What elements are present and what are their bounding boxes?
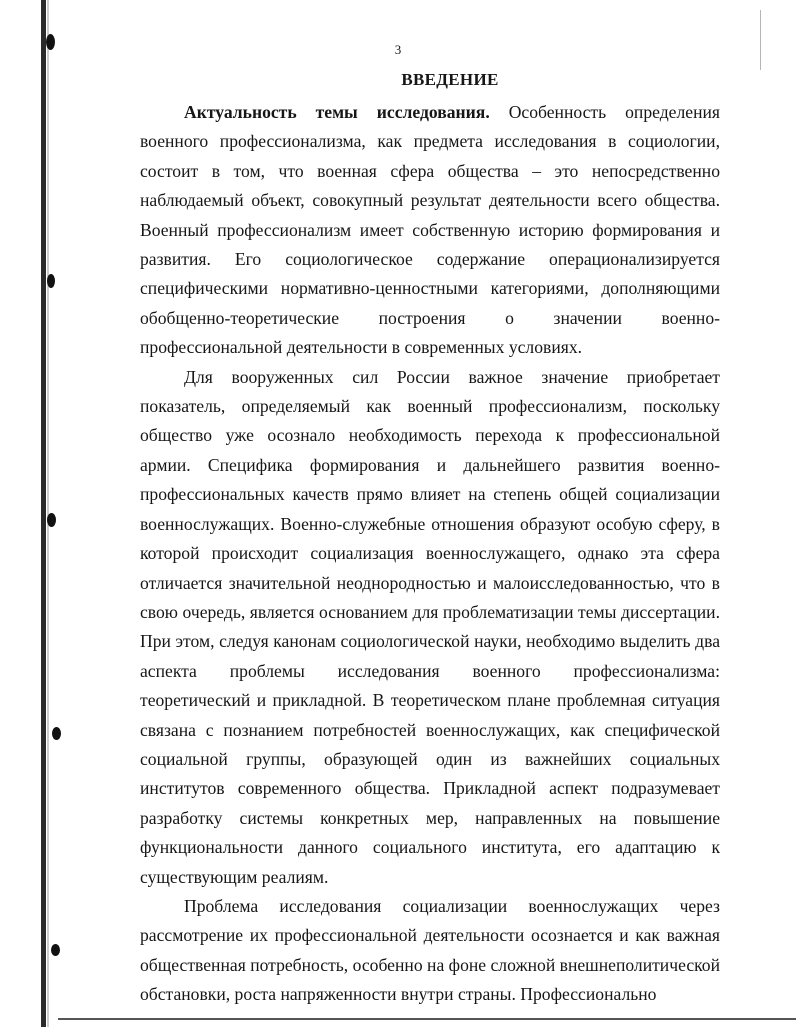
binding-hole-mark [47, 274, 55, 288]
bottom-edge [58, 1018, 796, 1020]
binding-hole-mark [52, 727, 61, 740]
paragraph-text: Особенность определения военного профессионализма, как предмета исследования в социологии, состоит в том, что военная сфера общества – это непосредственно наблюдаемый объект, совокупный результат деятельности всего общества. Военный профессионализм имеет собственную историю формирования и развития. Его социологическое содержание операционализируется специфическими нормативно-ценностными категориями, дополняющими обобщенно-теоретические построения о значении военно-профессиональной деятельности в современных условиях. [140, 102, 720, 358]
right-edge-mark [760, 10, 761, 70]
binding-hole-mark [47, 513, 56, 527]
binding-edge [41, 0, 46, 1027]
paragraph-armed-forces: Для вооруженных сил России важное значение приобретает показатель, определяемый как военный профессионализм, поскольку общество уже осознало необходимость перехода к профессиональной армии. Специфика формирования и дальнейшего развития военно-профессиональных качеств прямо влияет на степень общей социализации военнослужащих. Военно-служебные отношения образуют особую сферу, в которой происходит социализация военнослужащего, однако эта сфера отличается значительной неоднородностью и малоисследованностью, что в свою очередь, является основанием для проблематизации темы диссертации. При этом, следуя канонам социологической науки, необходимо выделить два аспекта проблемы исследования военного профессионализма: теоретический и прикладной. В теоретическом плане проблемная ситуация связана с познанием потребностей военнослужащих, как специфической социальной группы, образующей один из важнейших социальных институтов современного общества. Прикладной аспект подразумевает разработку системы конкретных мер, направленных на повышение функциональности данного социального института, его адаптацию к существующим реалиям. [140, 366, 720, 887]
paragraph-relevance [140, 98, 720, 363]
paragraph-lead: Актуальность темы исследования. [184, 102, 490, 122]
page-number: 3 [394, 42, 402, 57]
paragraph-problem: Проблема исследования социализации военнослужащих через рассмотрение их профессиональной деятельности осознается и как важная общественная потребность, особенно на фоне сложной внешнеполитической обстановки, роста напряженности внутри страны. Профессионально [140, 895, 720, 1005]
binding-hole-mark [51, 944, 60, 956]
body-text [140, 98, 720, 1010]
page-title: ВВЕДЕНИЕ [401, 70, 499, 89]
